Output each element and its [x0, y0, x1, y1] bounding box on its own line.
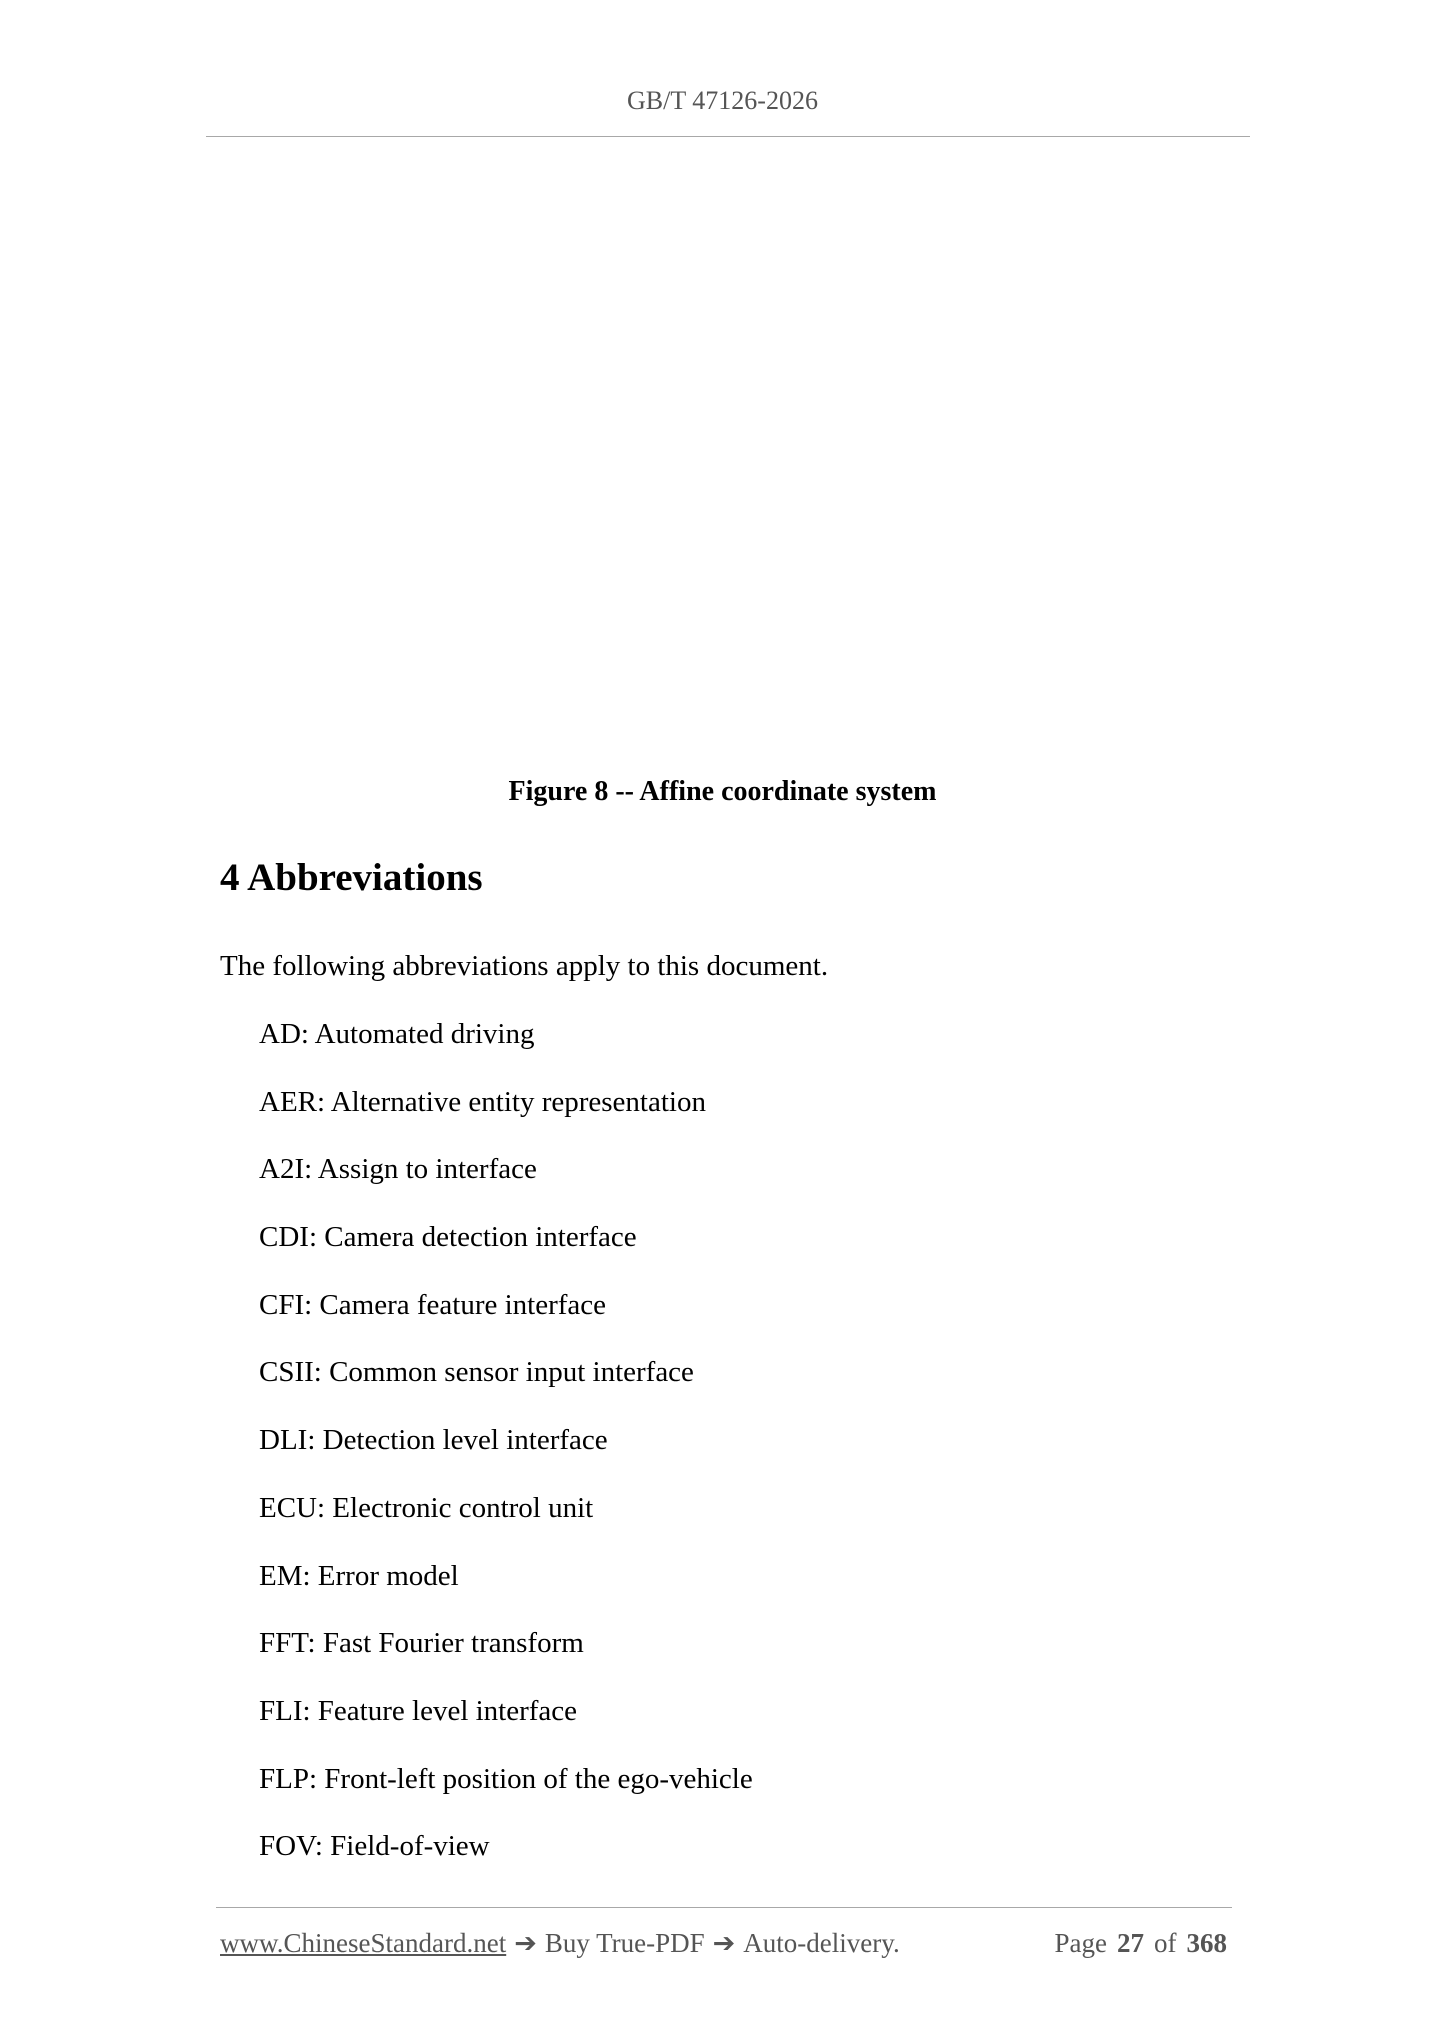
document-header-title: GB/T 47126-2026 [627, 86, 818, 115]
abbreviation-item: DLI: Detection level interface [259, 1424, 608, 1457]
abbreviation-item: CSII: Common sensor input interface [259, 1356, 694, 1389]
abbreviation-item: CDI: Camera detection interface [259, 1221, 637, 1254]
abbreviation-item: FOV: Field-of-view [259, 1830, 490, 1863]
buy-true-pdf-text: Buy True-PDF [544, 1928, 705, 1958]
footer-divider [216, 1907, 1232, 1908]
abbreviation-item: ECU: Electronic control unit [259, 1491, 594, 1524]
abbreviation-item: CFI: Camera feature interface [259, 1288, 607, 1321]
section-intro: The following abbreviations apply to this document. [220, 950, 829, 982]
abbreviation-list [259, 1018, 753, 1898]
figure-caption: Figure 8 -- Affine coordinate system [508, 776, 937, 807]
arrow-right-icon: ➔ [712, 1928, 736, 1958]
abbreviation-item: EM: Error model [259, 1559, 459, 1592]
abbreviation-item: AER: Alternative entity representation [259, 1085, 706, 1118]
abbreviation-item: FLI: Feature level interface [259, 1694, 578, 1727]
auto-delivery-text: Auto-delivery. [743, 1928, 900, 1958]
total-page-count: 368 [1186, 1928, 1227, 1958]
abbreviation-item: FFT: Fast Fourier transform [259, 1627, 584, 1660]
abbreviation-item: FLP: Front-left position of the ego-vehicle [259, 1762, 753, 1795]
abbreviation-item: A2I: Assign to interface [259, 1153, 537, 1186]
page-label: Page [1054, 1928, 1107, 1958]
header-divider [206, 136, 1250, 137]
abbreviation-item: AD: Automated driving [259, 1018, 535, 1050]
current-page-number: 27 [1117, 1928, 1144, 1958]
arrow-right-icon: ➔ [514, 1928, 537, 1958]
footer-promo [220, 1928, 900, 1959]
section-heading: 4 Abbreviations [220, 856, 483, 899]
site-link[interactable]: www.ChineseStandard.net [220, 1928, 507, 1958]
page-indicator [1055, 1928, 1227, 1959]
of-label: of [1154, 1928, 1177, 1958]
